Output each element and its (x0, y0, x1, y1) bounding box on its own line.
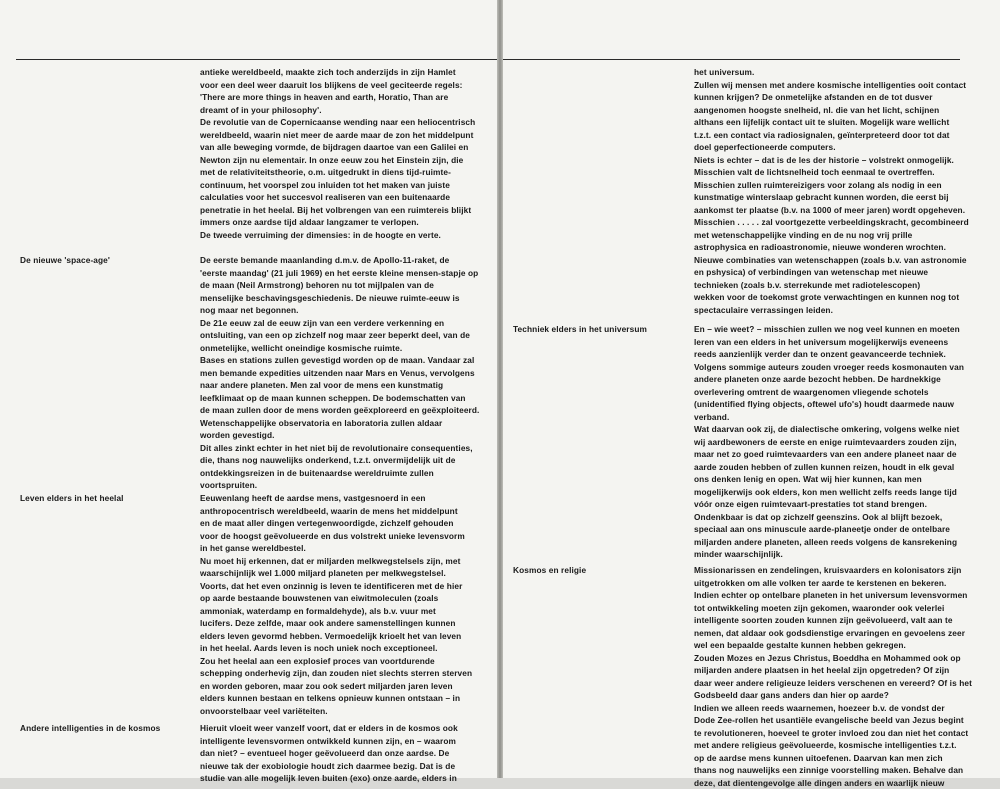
section-techniek (694, 323, 994, 561)
left-page (0, 0, 497, 778)
text-line: van alle beweging vormde, de bijdragen daartoe van een Galilei en (200, 141, 490, 154)
text-line: continuum, het voorspel zou inluiden tot het maken van juiste (200, 179, 490, 192)
text-line: Zullen wij mensen met andere kosmische intelligenties ooit contact (694, 79, 994, 92)
text-line: kunnen krijgen? De onmetelijke afstanden en de tot dusver (694, 91, 994, 104)
right-page (503, 0, 1000, 778)
text-line: Eeuwenlang heeft de aardse mens, vastgesnoerd in een (200, 492, 490, 505)
text-line: minder waarschijnlijk. (694, 548, 994, 561)
text-line: leefklimaat op de maan kunnen scheppen. De bodemschatten van (200, 392, 490, 405)
text-line: (unidentified flying objects, oftewel ufo's) houdt daarmede nauw (694, 398, 994, 411)
text-line: Niets is echter – dat is de les der historie – volstrekt onmogelijk. (694, 154, 994, 167)
text-line: nemen, dat aldaar ook godsdienstige ervaringen en gevoelens zeer (694, 627, 994, 640)
text-line: Volgens sommige auteurs zouden vroeger reeds kosmonauten van (694, 361, 994, 374)
text-line: reeds aanzienlijk verder dan te onzent geavanceerde techniek. (694, 348, 994, 361)
text-line: ammoniak, waterdamp en formaldehyde), als b.v. vuur met (200, 605, 490, 618)
text-line: thans nog nauwelijks een zinnige voorstelling maken. Behalve dan (694, 764, 994, 777)
text-line: Misschien valt de lichtsnelheid toch eenmaal te overtreffen. (694, 166, 994, 179)
text-line: Hieruit vloeit weer vanzelf voort, dat er elders in de kosmos ook (200, 722, 490, 735)
top-rule (503, 59, 960, 60)
text-line: Wetenschappelijke observatoria en laboratoria zullen aldaar (200, 417, 490, 430)
text-line: antieke wereldbeeld, maakte zich toch anderzijds in zijn Hamlet (200, 66, 490, 79)
text-line: voor de hoogst geëvolueerde en dus volstrekt unieke levensvorm (200, 530, 490, 543)
text-line: Voorts, dat het even onzinnig is leven te identificeren met de hier (200, 580, 490, 593)
text-line: wekken voor de toekomst grote verwachtingen en kunnen nog tot (694, 291, 994, 304)
text-line: leren van een elders in het universum mogelijkerwijs eveneens (694, 336, 994, 349)
text-line: Dit alles zinkt echter in het niet bij de revolutionaire consequenties, (200, 442, 490, 455)
text-line: aarde zouden hebben of zullen kunnen reizen, houdt in elk geval (694, 461, 994, 474)
text-line: en worden geboren, maar zou ook sedert miljarden jaren leven (200, 680, 490, 693)
text-line: astrophysica en radioastronomie, nieuwe wonderen wrochten. (694, 241, 994, 254)
text-line: Newton zijn nu elementair. In onze eeuw zou het Einstein zijn, die (200, 154, 490, 167)
text-line: daar weer andere religieuze leiders verschenen en vereerd? Of is het (694, 677, 994, 690)
text-line: de maan zullen door de mens worden geëxploreerd en geëxploiteerd. (200, 404, 490, 417)
text-line: deze, dat dientengevolge alle dingen anders en waarlijk nieuw (694, 777, 994, 789)
text-line: intelligente levensvormen ontwikkeld kunnen zijn, en – waarom (200, 735, 490, 748)
text-line: Wat daarvan ook zij, de dialectische omkering, volgens welke niet (694, 423, 994, 436)
text-line: De eerste bemande maanlanding d.m.v. de Apollo-11-raket, de (200, 254, 490, 267)
text-line: wel een bepaalde gestalte kunnen hebben gekregen. (694, 639, 994, 652)
text-line: De 21e eeuw zal de eeuw zijn van een verdere verkenning en (200, 317, 490, 330)
text-line: kunstmatige winterslaap gebracht kunnen worden, die eerst bij (694, 191, 994, 204)
text-line: penetratie in het heelal. Bij het volbrengen van een ruimtereis blijkt (200, 204, 490, 217)
text-line: nog maar net begonnen. (200, 304, 490, 317)
text-line: aankomst ter plaatse (b.v. na 1000 of meer jaren) wordt opgeheven. (694, 204, 994, 217)
section-heading: Andere intelligenties in de kosmos (20, 722, 190, 735)
text-line: De revolutie van de Copernicaanse wending naar een heliocentrisch (200, 116, 490, 129)
text-line: dreamt of in your philosophy'. (200, 104, 490, 117)
text-line: uitgetrokken om alle volken ter aarde te kerstenen en bekeren. (694, 577, 994, 590)
text-line: ontsluiting, van een op zichzelf nog maar zeer beperkt deel, van de (200, 329, 490, 342)
section-heading: De nieuwe 'space-age' (20, 254, 190, 267)
text-line: De tweede verruiming der dimensies: in de hoogte en verte. (200, 229, 490, 242)
text-line: lucifers. Deze zelfde, maar ook andere samenstellingen kunnen (200, 617, 490, 630)
text-line: Ondenkbaar is dat op zichzelf geenszins. Ook al blijft bezoek, (694, 511, 994, 524)
text-line: te revolutioneren, hoeveel te groter invloed zou dan niet het contact (694, 727, 994, 740)
text-line: technieken (zoals b.v. sterrekunde met radiotelescopen) (694, 279, 994, 292)
text-line: in het heelal. Aards leven is noch uniek noch exceptioneel. (200, 642, 490, 655)
text-line: spectaculaire verrassingen leiden. (694, 304, 994, 317)
text-line: speciaal aan ons minuscule aarde-planeetje onder de ontelbare (694, 523, 994, 536)
text-line: met andere religieus geëvolueerde, kosmische intelligenties t.z.t. (694, 739, 994, 752)
text-line: en de maat aller dingen vertegenwoordigde, zichzelf gehouden (200, 517, 490, 530)
text-line: met de relativiteitstheorie, o.m. uitgedrukt in diens tijd-ruimte- (200, 166, 490, 179)
text-line: 'eerste maandag' (21 juli 1969) en het eerste kleine mensen-stapje op (200, 267, 490, 280)
text-line: overlevering omtrent de waargenomen vliegende schotels (694, 386, 994, 399)
text-line: die, thans nog nauwelijks onderkend, t.z.t. onvermijdelijk uit de (200, 454, 490, 467)
text-line: andere planeten onze aarde bezocht hebben. De hardnekkige (694, 373, 994, 386)
text-line: waarschijnlijk wel 1.000 miljard planeten per melkwegstelsel. (200, 567, 490, 580)
text-line: En – wie weet? – misschien zullen we nog veel kunnen en moeten (694, 323, 994, 336)
text-line: dan niet? – eventueel hoger geëvolueerd dan onze aardse. De (200, 747, 490, 760)
text-line: elders leven gevormd hebben. Vermoedelijk krioelt het van leven (200, 630, 490, 643)
text-line: doel geperfectioneerde computers. (694, 141, 994, 154)
text-line: elders kunnen bestaan en telkens opnieuw kunnen ontstaan – in (200, 692, 490, 705)
text-line: anthropocentrisch wereldbeeld, waarin de mens het middelpunt (200, 505, 490, 518)
text-line: Zouden Mozes en Jezus Christus, Boeddha en Mohammed ook op (694, 652, 994, 665)
text-line: met wetenschappelijke vinding en de nu nog vrij prille (694, 229, 994, 242)
text-line: Godsbeeld daar gans anders dan hier op aarde? (694, 689, 994, 702)
section-space-age (200, 254, 490, 492)
text-line: maar net zo goed ruimtevaarders van een andere planeet naar de (694, 448, 994, 461)
text-line: nieuwe tak der exobiologie houdt zich daarmee bezig. Dat is de (200, 760, 490, 773)
section-heading: Techniek elders in het universum (513, 323, 688, 336)
text-line: het universum. (694, 66, 994, 79)
text-line: naar andere planeten. Men zal voor de mens een kunstmatig (200, 379, 490, 392)
text-line: onvoorstelbaar veel variëteiten. (200, 705, 490, 718)
section-intro (200, 66, 490, 241)
text-line: verband. (694, 411, 994, 424)
text-line: in het ganse wereldbestel. (200, 542, 490, 555)
text-line: op aarde bestaande bouwstenen van eiwitmoleculen (zoals (200, 592, 490, 605)
text-line: men bemande expedities uitzenden naar Mars en Venus, vervolgens (200, 367, 490, 380)
top-rule (16, 59, 497, 60)
text-line: Indien we alleen reeds waarnemen, hoezeer b.v. de vondst der (694, 702, 994, 715)
text-line: worden gevestigd. (200, 429, 490, 442)
text-line: voortspruiten. (200, 479, 490, 492)
text-line: Misschien . . . . . zal voortgezette verbeeldingskracht, gecombineerd (694, 216, 994, 229)
text-line: voor een deel weer daaruit los blijkens de veel geciteerde regels: (200, 79, 490, 92)
text-line: Indien echter op ontelbare planeten in het universum levensvormen (694, 589, 994, 602)
text-line: vóór onze eigen ruimtevaart-prestaties tot stand brengen. (694, 498, 994, 511)
text-line: Nieuwe combinaties van wetenschappen (zoals b.v. van astronomie (694, 254, 994, 267)
text-line: wereldbeeld, waarin niet meer de aarde maar de zon het middelpunt (200, 129, 490, 142)
section-universum (694, 66, 994, 316)
section-leven-elders (200, 492, 490, 717)
text-line: onmetelijke, wellicht oneindige kosmische ruimte. (200, 342, 490, 355)
text-line: Dode Zee-rollen het usantiële evangelische beeld van Jezus begint (694, 714, 994, 727)
text-line: miljarden andere planeten, alleen reeds volgens de kansrekening (694, 536, 994, 549)
text-line: op de aardse mens kunnen uitoefenen. Daarvan kan men zich (694, 752, 994, 765)
section-heading: Leven elders in het heelal (20, 492, 190, 505)
text-line: t.z.t. een contact via radiosignalen, geïnterpreteerd door tot dat (694, 129, 994, 142)
text-line: en pshysica) of verbindingen van wetenschap met nieuwe (694, 266, 994, 279)
text-line: Zou het heelal aan een explosief proces van voortdurende (200, 655, 490, 668)
text-line: menselijke beschavingsgeschiedenis. De nieuwe ruimte-eeuw is (200, 292, 490, 305)
text-line: calculaties voor het succesvol realiseren van een buitenaarde (200, 191, 490, 204)
text-line: 'There are more things in heaven and earth, Horatio, Than are (200, 91, 490, 104)
text-line: miljarden andere plaatsen in het heelal zijn opgetreden? Of zijn (694, 664, 994, 677)
text-line: immers onze aardse tijd aldaar langzamer te verlopen. (200, 216, 490, 229)
text-line: schepping onderhevig zijn, dan zouden niet slechts sterren sterven (200, 667, 490, 680)
text-line: studie van alle mogelijk leven buiten (exo) onze aarde, elders in (200, 772, 490, 785)
text-line: mogelijkerwijs ook elders, kon men wellicht zelfs reeds lange tijd (694, 486, 994, 499)
text-line: Nu moet hij erkennen, dat er miljarden melkwegstelsels zijn, met (200, 555, 490, 568)
text-line: aangenomen hoogste snelheid, nl. die van het licht, schijnen (694, 104, 994, 117)
text-line: tot ontwikkeling moeten zijn gekomen, waaronder ook velerlei (694, 602, 994, 615)
text-line: althans een lijfelijk contact uit te sluiten. Mogelijk ware wellicht (694, 116, 994, 129)
section-intelligenties (200, 722, 490, 785)
text-line: de maan (Neil Armstrong) behoren nu tot mijlpalen van de (200, 279, 490, 292)
text-line: intelligente soorten zouden kunnen zijn geëvolueerd, valt aan te (694, 614, 994, 627)
text-line: Bases en stations zullen gevestigd worden op de maan. Vandaar zal (200, 354, 490, 367)
section-heading: Kosmos en religie (513, 564, 688, 577)
text-line: wij aardbewoners de eerste en enige ruimtevaarders zouden zijn, (694, 436, 994, 449)
text-line: Misschien zullen ruimtereizigers voor zolang als nodig in een (694, 179, 994, 192)
text-line: Missionarissen en zendelingen, kruisvaarders en kolonisators zijn (694, 564, 994, 577)
text-line: ons denken lenig en open. Wat wij hier kunnen, kan men (694, 473, 994, 486)
text-line: ontdekkingsreizen in de buitenaardse wereldruimte zullen (200, 467, 490, 480)
section-kosmos-religie (694, 564, 994, 789)
